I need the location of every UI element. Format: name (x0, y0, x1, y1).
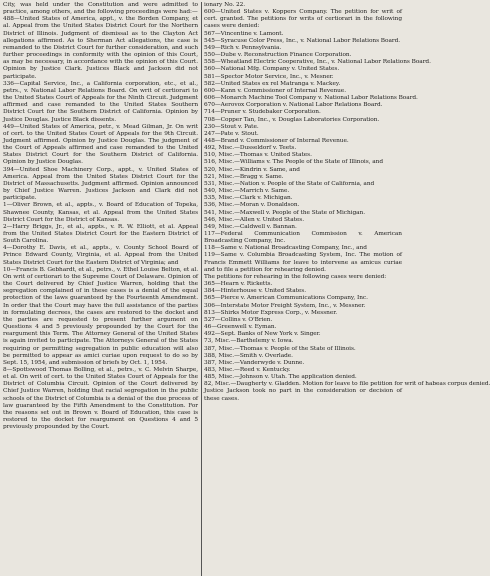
case-list-item: 714—Pruner v. Studebaker Corporation. (204, 109, 321, 116)
case-list-item: 527—Collins v. O'Brien. (204, 316, 273, 323)
case-list-item: 535, Misc.—Clark v. Michigan. (204, 195, 293, 202)
case-paragraph: 365—Hearn v. Ricketts. (204, 281, 273, 288)
closing-note: Justice Jackson took no part in the consideration or decision of these cases. (204, 388, 402, 402)
case-paragraph: 488—United States of America, appt., v. the Borden Company, et al. Appeal from the United States District Court for the Northern District of Illinois. Judgment of dismissal as to the Clayton Act allegations affirmed. As to Sherman Act allegations, the case is remanded to the District Court for further consideration, and such further proceedings in conformity with the opinion of this Court, as may be necessary, in accordance with the opinion of this Court. Opinion by Justice Clark. Justices Black and Jackson did not participate. (3, 16, 199, 80)
case-list-item: 540, Misc.—Marrich v. Same. (204, 188, 290, 195)
case-paragraph: 2—Harry Briggs, Jr., et al., appts., v. R. W. Elliott, et al. Appeal from the United States District Court for the Eastern District of South Carolina. (3, 223, 199, 245)
case-paragraph: The petitions for rehearing in the following cases were denied: (204, 273, 387, 280)
case-list-item: 521, Misc.—Bragg v. Same. (204, 173, 284, 180)
case-list-item: 581—Spector Motor Service, Inc., v. Mesner. (204, 73, 334, 80)
late-cases-list (204, 316, 490, 389)
case-list-item: 670—Aerovox Corporation v. National Labor Relations Board. (204, 102, 383, 109)
case-list-item: 541, Misc.—Maxwell v. People of the State of Michigan. (204, 209, 365, 216)
case-paragraph: 8—Spottswood Thomas Bolling, et al., petrs., v. C. Melvin Sharpe, et al. On writ of cert. to the United States Court of Appeals for the District of Columbia Circuit. Opinion of the Court delivered by Chief Justice Warren, holding that racial segregation in the public schools of the District of Columbia is a denial of the due process of law guaranteed by the Fifth Amendment to the Constitution. For the reasons set out in Brown v. Board of Education, this case is restored to the docket for reargument on Questions 4 and 5 previously propounded by the Court. (3, 366, 199, 431)
case-list-item: 230—Stout v. Pate. (204, 123, 259, 130)
case-list-item: 387, Misc.—Vanderwyde v. Dunne. (204, 359, 305, 366)
case-paragraph: 306—Interstate Motor Freight System, Inc., v. Messner. (204, 302, 366, 309)
case-list-item: 448—Brand v. Commissioner of Internal Revenue. (204, 137, 349, 144)
right-mid-paragraphs (204, 231, 402, 317)
case-list-item: 531, Misc.—Nation v. People of the State of California, and (204, 180, 375, 187)
case-paragraph: 565—Pierce v. American Communications Company, Inc. (204, 295, 368, 302)
case-list-item: 536, Misc.—Moran v. Donaldson. (204, 202, 300, 209)
case-list-item: 546, Misc.—Allen v. United States. (204, 216, 304, 223)
case-list-item: 492—Sept. Banks of New York v. Singer. (204, 331, 321, 338)
left-column (3, 2, 198, 576)
case-list-item: 567—Vincentine v. Lamont. (204, 30, 284, 37)
case-list-item: 82, Misc.—Daugherty v. Gladden. Motion for leave to file petition for writ of habeas corpus denied. (204, 381, 490, 388)
case-list-item: 560—National Mfg. Company v. United States. (204, 66, 340, 73)
case-list-item: 708—Copper Tan, Inc., v. Douglas Laboratories Corporation. (204, 116, 380, 123)
column-rule (201, 2, 202, 576)
case-list-item: 485, Misc.—Johnson v. Utah. The application denied. (204, 374, 357, 381)
case-list-item: 247—Pate v. Stout. (204, 130, 259, 137)
case-list-item: 549—Rich v. Pennsylvania. (204, 44, 282, 51)
right-header-line: ionary No. 22. (204, 2, 246, 8)
case-paragraph: 813—Shirks Motor Express Corp., v. Messner. (204, 309, 338, 316)
case-paragraph: 384—Hinterhouse v. United States. (204, 288, 306, 295)
case-list-item: 492, Misc.—Dusseldorf v. Teets. (204, 145, 297, 152)
case-paragraph: 118—Same v. National Broadcasting Company, Inc., and (204, 245, 367, 252)
case-list-item: 558—Wheatland Electric Cooperative, Inc., v. National Labor Relations Board. (204, 59, 431, 66)
right-column (204, 2, 490, 576)
case-paragraph: 4—Dorothy E. Davis, et al., appts., v. County School Board of Prince Edward County, Virginia, et al. Appeal from the United States District Court for the Eastern District of Virginia; and (3, 245, 199, 266)
case-list-item: 520, Misc.—Kindrin v. Same, and (204, 166, 300, 173)
right-top-paragraphs (204, 9, 402, 30)
left-column-paragraphs (3, 2, 198, 431)
case-list-item: 582—United States ex rel Matranga v. Mackey. (204, 80, 341, 87)
case-paragraph: 336—Capital Service, Inc., a California corporation, etc., et al., petrs., v. National Labor Relations Board. On writ of certiorari to the United States Court of Appeals for the Ninth Circuit. Judgment affirmed and case remanded to the United States Southern District Court for the Southern District of California. Opinion by Justice Douglas. Justice Black dissents. (3, 80, 199, 123)
misc-cases-list (204, 145, 402, 231)
case-list-item: 545—Syracuse Color Press, Inc., v. National Labor Relations Board. (204, 37, 401, 44)
case-paragraph: 10—Francis B. Gebhardt, et al., petrs., v. Ethel Louise Belton, et al. On writ of certiorari to the Supreme Court of Delaware. Opinion of the Court delivered by Chief Justice Warren, holding that the segregation complained of in these cases is a denial of the equal protection of the laws guaranteed by the Fourteenth Amendment. In order that the Court may have the full assistance of the parties in formulating decrees, the cases are restored to the docket and the parties are requested to present further argument on Questions 4 and 5 previously propounded by the Court for the reargument this Term. The Attorney General of the United States is again invited to participate. The Attorneys General of the States requiring or permitting segregation in public education will also be permitted to appear as amici curiae upon request to do so by Sept. 15, 1954, and submission of briefs by Oct. 1, 1954. (3, 266, 199, 366)
case-paragraph: 119—Same v. Columbia Broadcasting System, Inc. The motion of Francis Emmett Williams for leave to intervene as amicus curiae and to file a petition for rehearing denied. (204, 252, 402, 273)
denied-cert-list (204, 30, 431, 146)
case-list-item: 549, Misc.—Caldwell v. Bannan. (204, 223, 297, 230)
case-list-item: 483, Misc.—Reed v. Kentucky. (204, 366, 291, 373)
case-paragraph: 600—United States v. Koppers Company. The petition for writ of cert. granted. The petitions for writs of certiorari in the following cases were denied: (204, 9, 402, 30)
case-list-item: 387, Misc.—Thomas v. People of the State of Illinois. (204, 345, 356, 352)
case-list-item: 388, Misc.—Smith v. Overlade. (204, 352, 293, 359)
case-paragraph: 449—United States of America, petr., v. Mead Gilman, Jr. On writ of cert. to the United States Court of Appeals for the 9th Circuit. Judgment affirmed. Opinion by Justice Douglas. The judgment of the Court of Appeals affirmed and case remanded to the United States District Court for the Southern District of California. Opinion by Justice Douglas. (3, 123, 199, 166)
case-list-item: 46—Greenwell v. Eyman. (204, 324, 277, 331)
case-list-item: 73, Misc.—Barthelemy v. Iowa. (204, 338, 294, 345)
case-paragraph: 394—United Shoe Machinery Corp., appt., v. United States of America. Appeal from the United States District Court for the District of Massachusetts. Judgment affirmed. Opinion announced by Chief Justice Warren. Justices Jackson and Clark did not participate. (3, 166, 199, 202)
case-list-item: 510, Misc.—Thomas v. United States. (204, 152, 312, 159)
case-paragraph: City, was held under the Constitution and were admitted to practice, among others, and the following proceedings were had:— (3, 2, 199, 16)
case-list-item: 516, Misc.—Williams v. The People of the State of Illinois, and (204, 159, 383, 166)
case-paragraph: 1—Oliver Brown, et al., appts., v. Board of Education of Topeka, Shawnee County, Kansas, et al. Appeal from the United States District Court for the District of Kansas. (3, 202, 199, 223)
case-list-item: 600—Kann v. Commissioner of Internal Revenue. (204, 87, 346, 94)
case-list-item: 606—Monarch Machine Tool Company v. National Labor Relations Board. (204, 95, 418, 102)
case-list-item: 550—Dube v. Reconstruction Finance Corporation. (204, 52, 352, 59)
case-paragraph: 117—Federal Communication Commission v. American Broadcasting Company, Inc. (204, 231, 402, 245)
